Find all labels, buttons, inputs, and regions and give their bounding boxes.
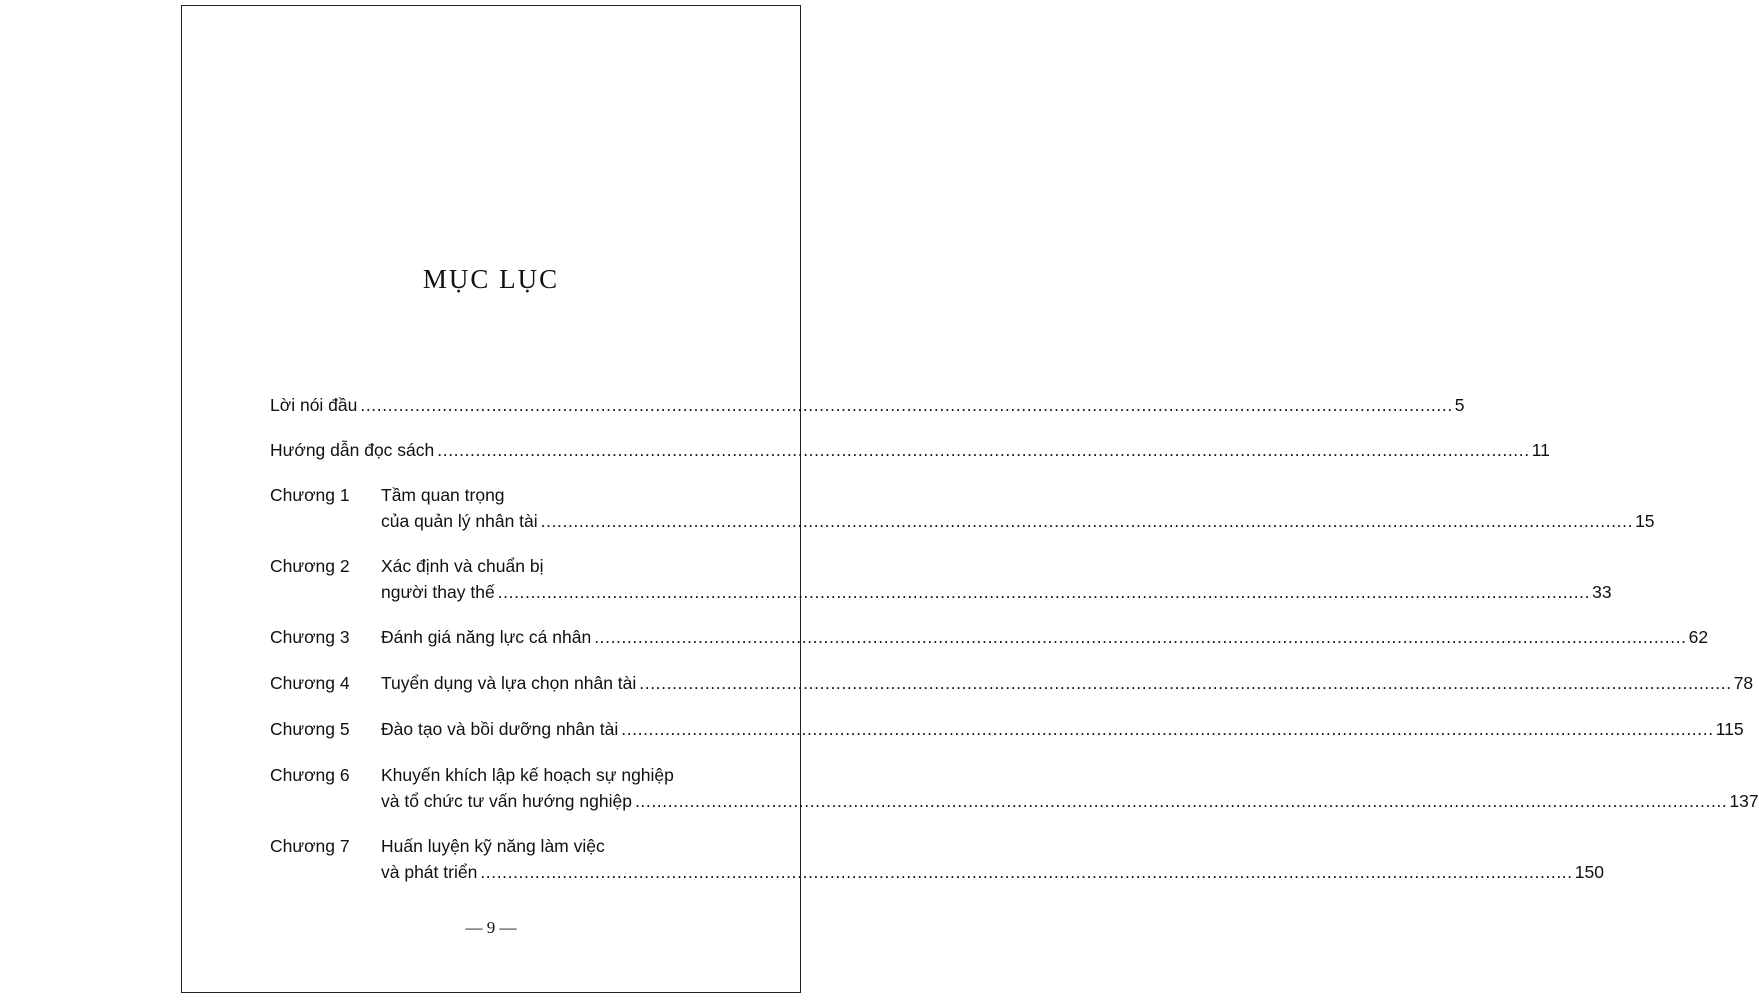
dot-leader (360, 392, 1452, 418)
chapter-label: Chương 3 (270, 627, 350, 647)
dot-leader (498, 579, 1590, 605)
dot-leader (480, 859, 1572, 885)
toc-chapter-7 (270, 833, 1604, 885)
book-page (181, 5, 1759, 993)
dot-leader (635, 788, 1727, 814)
toc-page-number: 78 (1733, 673, 1754, 693)
toc-chapter-3 (270, 624, 1709, 650)
toc-page-number: 115 (1715, 719, 1744, 739)
chapter-title-line: Đánh giá năng lực cá nhân (381, 627, 592, 647)
chapter-label: Chương 2 (270, 556, 350, 576)
toc-page-number: 150 (1574, 862, 1604, 882)
chapter-title-line: và phát triển (381, 862, 478, 882)
chapter-label: Chương 4 (270, 673, 350, 693)
chapter-title-line: và tổ chức tư vấn hướng nghiệp (381, 791, 632, 811)
toc-entry-label: Lời nói đầu (270, 395, 358, 415)
toc-chapter-2 (270, 553, 1612, 605)
chapter-title-line: Tầm quan trọng (381, 485, 505, 505)
page-number-footer: — 9 — (465, 918, 517, 937)
toc-entry-preface (270, 392, 1465, 418)
toc-chapter-4 (270, 670, 1754, 696)
chapter-title-line: của quản lý nhân tài (381, 511, 538, 531)
chapter-title-line: Huấn luyện kỹ năng làm việc (381, 836, 605, 856)
dot-leader (639, 670, 1731, 696)
toc-entry-label: Hướng dẫn đọc sách (270, 440, 435, 460)
toc-chapter-5 (270, 716, 1744, 742)
chapter-label: Chương 1 (270, 485, 350, 505)
toc-page-number: 62 (1688, 627, 1709, 647)
toc-page-number: 137 (1729, 791, 1759, 811)
chapter-label: Chương 5 (270, 719, 350, 739)
chapter-title-line: người thay thế (381, 582, 495, 602)
dot-leader (541, 508, 1633, 534)
dot-leader (437, 437, 1529, 463)
toc-entry-reading-guide (270, 437, 1550, 463)
table-of-contents (270, 392, 1759, 904)
chapter-label: Chương 7 (270, 836, 350, 856)
toc-page-number: 33 (1592, 582, 1612, 602)
chapter-title-line: Khuyến khích lập kế hoạch sự nghiệp (381, 765, 674, 785)
chapter-title-line: Tuyển dụng và lựa chọn nhân tài (381, 673, 637, 693)
toc-page-number: 11 (1531, 440, 1550, 460)
chapter-title-line: Đào tạo và bồi dưỡng nhân tài (381, 719, 619, 739)
page-title: MỤC LỤC (422, 264, 560, 294)
toc-chapter-6 (270, 762, 1759, 814)
toc-page-number: 5 (1454, 395, 1465, 415)
toc-chapter-1 (270, 482, 1655, 534)
toc-page-number: 15 (1635, 511, 1655, 531)
dot-leader (621, 716, 1713, 742)
chapter-title-line: Xác định và chuẩn bị (381, 556, 544, 576)
chapter-label: Chương 6 (270, 765, 350, 785)
dot-leader (594, 624, 1686, 650)
